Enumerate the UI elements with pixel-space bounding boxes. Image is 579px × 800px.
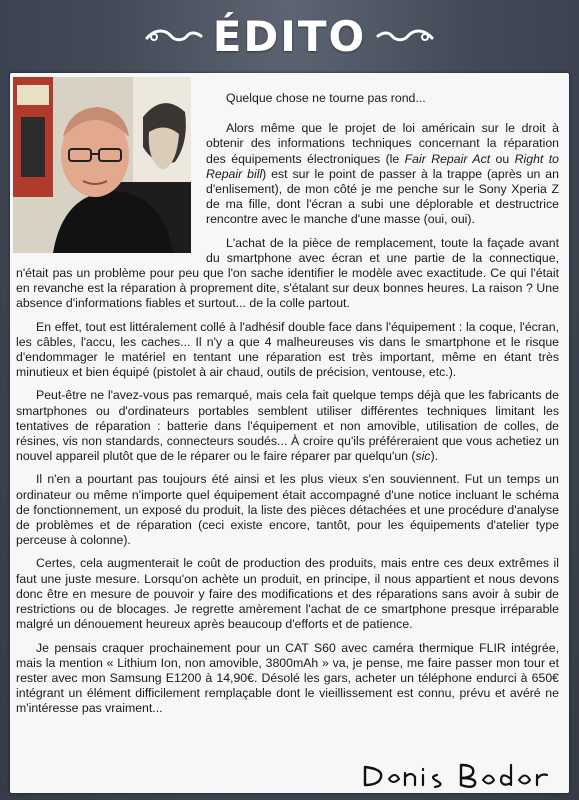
article-body <box>16 91 559 725</box>
editorial-panel <box>10 73 569 793</box>
paragraph-5 <box>16 388 559 464</box>
paragraph-1: Quelque chose ne tourne pas rond... <box>226 91 426 105</box>
left-flourish-icon <box>145 25 203 47</box>
paragraph-2-emphasis-2: Right to Repair bill <box>206 151 560 181</box>
paragraph-7: Certes, cela augmenterait le coût de production des produits, mais entre ces deux extrêmes il faut une juste mesure. Lorsqu'on achète un produit, en principe, il nous appartient et nous devons donc être en mesure de pouvoir y faire des modifications et des réparations sans avoir à subir de restrictions ou de blocages. Je regrette amèrement l'achat de ce smartphone presque irréparable malgré un dénouement heureux après beaucoup d'efforts et de patience. <box>16 556 559 632</box>
header <box>0 0 579 72</box>
paragraph-5-emphasis: sic <box>415 449 431 464</box>
paragraph-4: En effet, tout est littéralement collé à l'adhésif double face dans l'équipement : la coque, l'écran, les câbles, l'accu, les caches... Il n'y a que 4 malheureuses vis dans le smartphone et le risque d'endommager le matériel en tentant une réparation est très important, même en étant très minutieux et bien équipé (pistolet à air chaud, outils de précision, ventouse, etc.). <box>16 319 559 380</box>
paragraph-2-text-c: ) est sur le point de passer à la trappe (après un an d'enlisement), de mon côté je me penche sur le Sony Xperia Z de ma fille, dont l'écran a subi une déplorable et destructrice rencontre avec le manche d'une masse (oui, oui). <box>206 166 559 227</box>
paragraph-2-text-a: Alors même que le projet de loi américain sur le droit à obtenir des informations techniques concernant la réparation des équipements électroniques (le <box>206 121 559 166</box>
paragraph-8: Je pensais craquer prochainement pour un CAT S60 avec caméra thermique FLIR intégrée, mais la mention « Lithium Ion, non amovible, 3800mAh » va, je pense, me faire passer mon tour et rester avec mon Samsung E1200 à 14,90€. Désolé les gars, acheter un téléphone endurci à 650€ intégrant un élément difficilement remplaçable dont le vieillissement est connu, prévu et avéré ne m'intéresse pas vraiment... <box>16 640 559 716</box>
author-signature <box>355 759 555 791</box>
paragraph-5-text-a: Peut-être ne l'avez-vous pas remarqué, mais cela fait quelque temps déjà que les fabricants de smartphones ou d'ordinateurs portables semblent utiliser différentes techniques limitant les tentatives de réparation : batterie dans l'équipement et non amovible, utilisation de colles, de résines, vis non standards, connecteurs soudés... À croire qu'ils préféreraient que vous achetiez un nouvel appareil plutôt que de le réparer ou le faire réparer par quelqu'un ( <box>16 388 559 464</box>
right-flourish-icon <box>376 25 434 47</box>
page-title: ÉDITO <box>212 11 367 61</box>
paragraph-6: Il n'en a pourtant pas toujours été ainsi et les plus vieux s'en souviennent. Fut un temps un ordinateur ou même n'importe quel équipement était accompagné d'une notice incluant le schéma de fonctionnement, un exposé du produit, la liste des pièces détachées et une procédure d'analyse de problèmes et de réparation (ceci existe encore, tantôt, pour les équipements d'atelier type perceuse à colonne). <box>16 472 559 548</box>
paragraph-3: L'achat de la pièce de remplacement, toute la façade avant du smartphone avec écran et une partie de la connectique, n'était pas un problème pour peu que l'on sache identifier le modèle avec exactitude. Ce qui l'était en revanche est la réparation à proprement dite, s'étalant sur deux bonnes heures. La raison ? Une absence d'informations fiables et surtout... de la colle partout. <box>16 235 559 311</box>
paragraph-2-emphasis-1: Fair Repair Act <box>404 151 491 166</box>
paragraph-2-text-b: ou <box>490 151 515 166</box>
photo-spacer <box>16 91 206 251</box>
paragraph-5-text-b: ). <box>430 449 439 464</box>
